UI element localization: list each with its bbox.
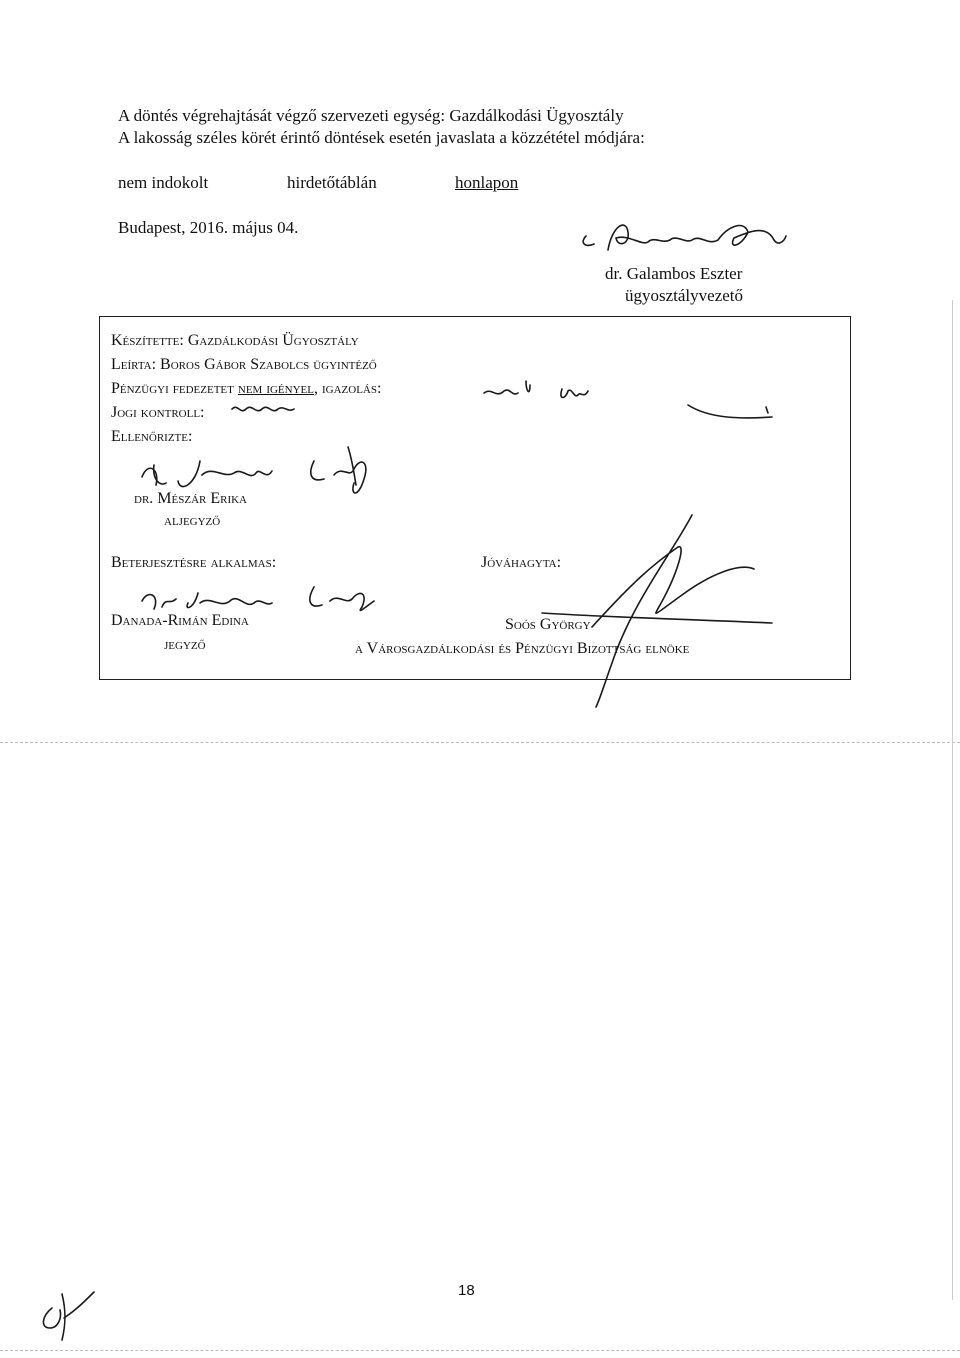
publication-method-line: A lakosság széles körét érintő döntések esetén javaslata a közzététel módjára: [118,128,645,147]
margin-initials [32,1284,102,1344]
finance-not-required: nem igényel [237,380,314,397]
chair-name: Soós György [505,616,591,633]
signature-galambos [578,214,793,266]
finance-initials [482,377,812,433]
legal-control: Jogi kontroll: [111,404,205,421]
option-not-justified: nem indokolt [118,173,209,192]
signatory-title: ügyosztályvezető [625,286,744,305]
finance-coverage [111,379,381,399]
submission-label: Beterjesztésre alkalmas: [111,554,277,571]
finance-suffix: , igazolás: [313,380,382,397]
option-website: honlapon [455,173,519,192]
scan-edge [952,300,953,1300]
finance-prefix: Pénzügyi fedezetet [111,380,238,397]
signature-soos [482,513,782,709]
option-notice-board: hirdetőtáblán [287,173,377,192]
signatory-name: dr. Galambos Eszter [605,264,743,283]
legal-control-initials [230,399,310,419]
signature-meszar [138,439,378,509]
approval-box [99,316,851,680]
written-by: Leírta: Boros Gábor Szabolcs ügyintéző [111,356,377,373]
checker-name: dr. Mészár Erika [134,490,248,507]
date-line: Budapest, 2016. május 04. [118,218,299,237]
notary-name: Danada-Rimán Edina [111,612,249,629]
executing-unit-line: A döntés végrehajtását végző szervezeti egység: Gazdálkodási Ügyosztály [118,106,624,125]
bottom-scan-line [0,1350,960,1351]
scan-line [0,742,960,743]
chair-title: a Városgazdálkodási és Pénzügyi Bizottság elnöke [355,640,690,657]
checker-title: aljegyző [164,512,221,529]
approved-label: Jóváhagyta: [481,554,562,571]
page-number: 18 [458,1282,475,1299]
checked-by-label: Ellenőrizte: [111,428,193,445]
signature-danada [138,579,398,619]
notary-title: jegyző [164,636,206,653]
prepared-by: Készítette: Gazdálkodási Ügyosztály [111,332,359,349]
